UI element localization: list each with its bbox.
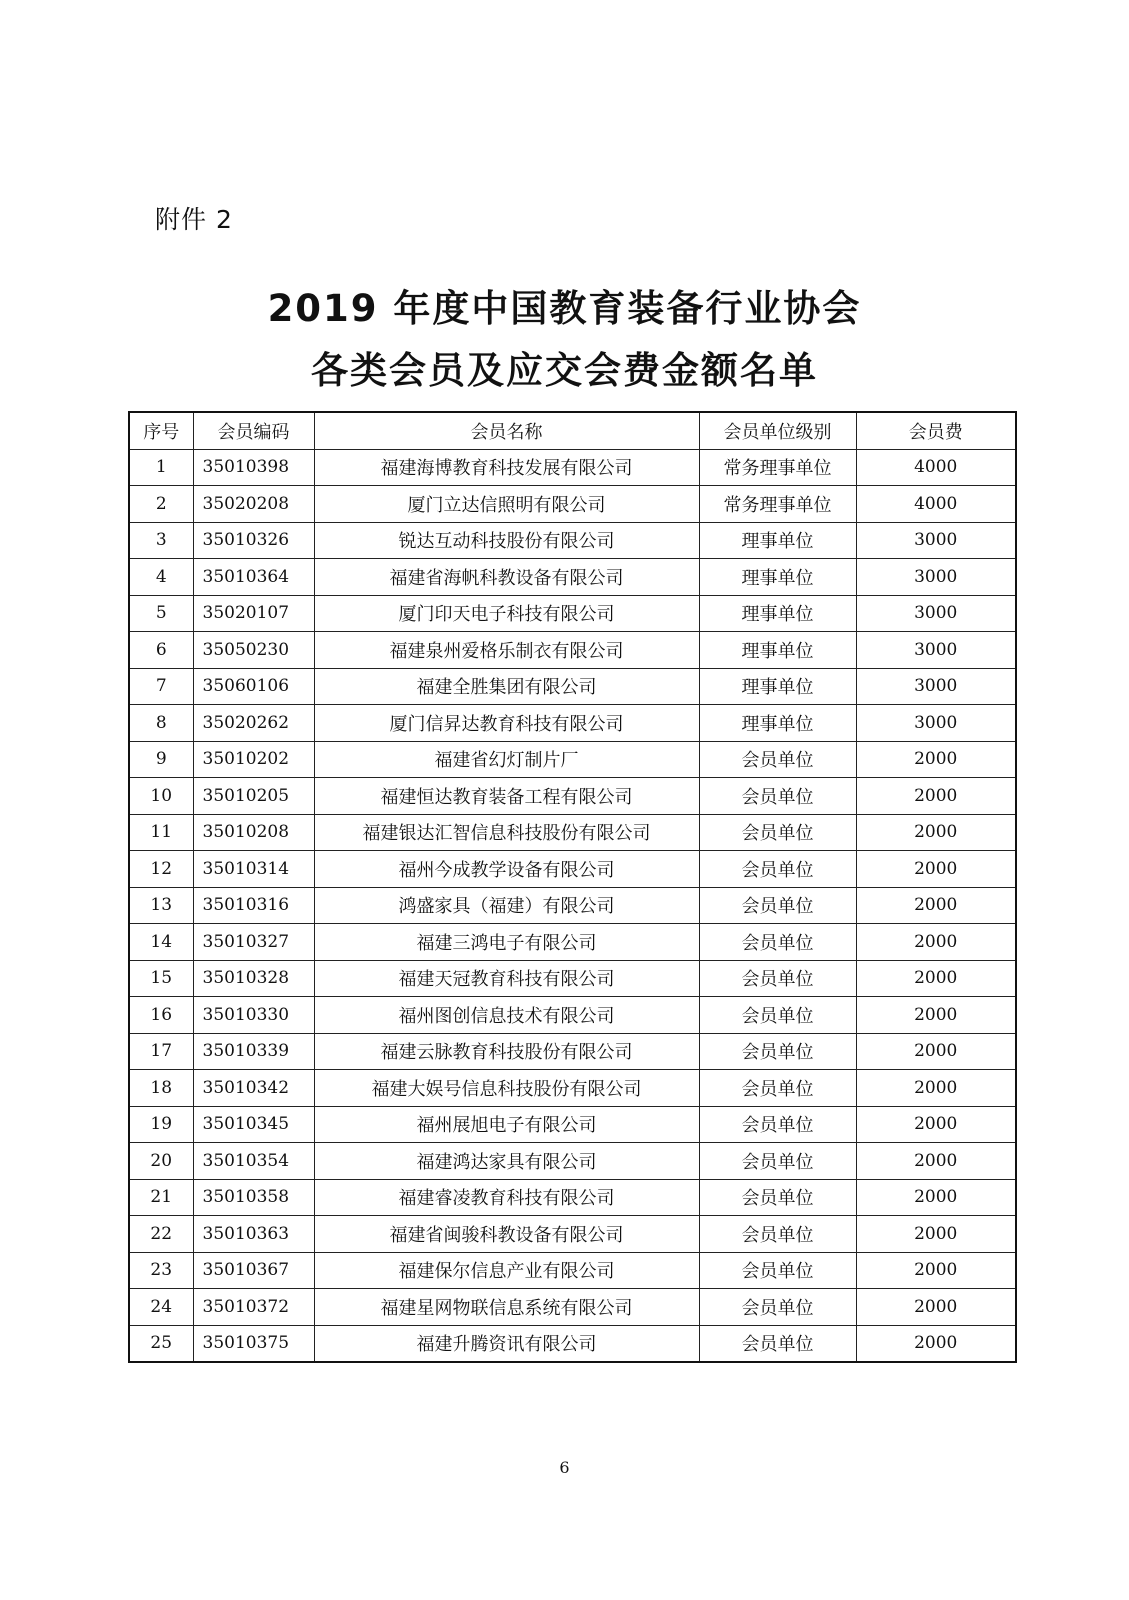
table-body — [129, 449, 1016, 1362]
cell-member-fee: 2000 — [856, 1325, 1016, 1362]
table-row — [129, 741, 1016, 778]
cell-member-fee: 2000 — [856, 1070, 1016, 1107]
cell-member-code: 35010342 — [193, 1070, 314, 1107]
table-row — [129, 595, 1016, 632]
cell-seq: 18 — [129, 1070, 193, 1107]
cell-member-code: 35010354 — [193, 1143, 314, 1180]
cell-member-level: 会员单位 — [699, 1252, 856, 1289]
table-row — [129, 559, 1016, 596]
table-row — [129, 997, 1016, 1034]
cell-member-code: 35010345 — [193, 1106, 314, 1143]
cell-member-fee: 4000 — [856, 449, 1016, 486]
cell-member-name: 福建保尔信息产业有限公司 — [314, 1252, 699, 1289]
cell-member-fee: 2000 — [856, 997, 1016, 1034]
table-header-row — [129, 412, 1016, 449]
header-member-fee: 会员费 — [856, 412, 1016, 449]
cell-member-code: 35010375 — [193, 1325, 314, 1362]
cell-member-level: 理事单位 — [699, 705, 856, 742]
table-row — [129, 851, 1016, 888]
header-member-level: 会员单位级别 — [699, 412, 856, 449]
cell-member-level: 会员单位 — [699, 1179, 856, 1216]
cell-member-name: 厦门信昇达教育科技有限公司 — [314, 705, 699, 742]
cell-member-code: 35010358 — [193, 1179, 314, 1216]
cell-member-level: 常务理事单位 — [699, 486, 856, 523]
cell-member-name: 福建三鸿电子有限公司 — [314, 924, 699, 961]
cell-member-code: 35020262 — [193, 705, 314, 742]
cell-member-level: 会员单位 — [699, 1289, 856, 1326]
cell-member-name: 福建泉州爱格乐制衣有限公司 — [314, 632, 699, 669]
cell-member-name: 福建大娱号信息科技股份有限公司 — [314, 1070, 699, 1107]
cell-seq: 16 — [129, 997, 193, 1034]
cell-member-name: 福建鸿达家具有限公司 — [314, 1143, 699, 1180]
cell-member-level: 会员单位 — [699, 997, 856, 1034]
cell-member-name: 福建天冠教育科技有限公司 — [314, 960, 699, 997]
cell-member-code: 35010363 — [193, 1216, 314, 1253]
member-fee-table — [128, 411, 1017, 1363]
cell-member-level: 会员单位 — [699, 1033, 856, 1070]
cell-seq: 2 — [129, 486, 193, 523]
table-row — [129, 1289, 1016, 1326]
cell-member-name: 福建云脉教育科技股份有限公司 — [314, 1033, 699, 1070]
cell-member-name: 福建省闽骏科教设备有限公司 — [314, 1216, 699, 1253]
cell-member-code: 35010339 — [193, 1033, 314, 1070]
cell-member-code: 35010327 — [193, 924, 314, 961]
document-title-line-1: 2019 年度中国教育装备行业协会 — [267, 287, 862, 330]
cell-member-fee: 3000 — [856, 705, 1016, 742]
cell-member-fee: 2000 — [856, 778, 1016, 815]
cell-member-name: 福建海博教育科技发展有限公司 — [314, 449, 699, 486]
cell-seq: 20 — [129, 1143, 193, 1180]
table-row — [129, 522, 1016, 559]
cell-member-level: 会员单位 — [699, 924, 856, 961]
cell-seq: 23 — [129, 1252, 193, 1289]
cell-member-name: 锐达互动科技股份有限公司 — [314, 522, 699, 559]
header-member-name: 会员名称 — [314, 412, 699, 449]
cell-seq: 25 — [129, 1325, 193, 1362]
table-row — [129, 1070, 1016, 1107]
cell-member-level: 会员单位 — [699, 1070, 856, 1107]
table-row — [129, 705, 1016, 742]
cell-member-level: 理事单位 — [699, 595, 856, 632]
table-row — [129, 449, 1016, 486]
cell-seq: 13 — [129, 887, 193, 924]
cell-member-name: 福建升腾资讯有限公司 — [314, 1325, 699, 1362]
cell-seq: 19 — [129, 1106, 193, 1143]
cell-seq: 22 — [129, 1216, 193, 1253]
cell-member-name: 福州图创信息技术有限公司 — [314, 997, 699, 1034]
cell-member-fee: 3000 — [856, 559, 1016, 596]
header-member-code: 会员编码 — [193, 412, 314, 449]
table-row — [129, 1033, 1016, 1070]
table-row — [129, 778, 1016, 815]
cell-member-name: 厦门印天电子科技有限公司 — [314, 595, 699, 632]
cell-member-level: 会员单位 — [699, 741, 856, 778]
cell-seq: 9 — [129, 741, 193, 778]
cell-member-level: 会员单位 — [699, 887, 856, 924]
cell-member-name: 福建银达汇智信息科技股份有限公司 — [314, 814, 699, 851]
cell-member-code: 35010316 — [193, 887, 314, 924]
cell-seq: 7 — [129, 668, 193, 705]
cell-member-fee: 2000 — [856, 887, 1016, 924]
cell-member-fee: 2000 — [856, 960, 1016, 997]
cell-member-level: 会员单位 — [699, 1106, 856, 1143]
cell-member-fee: 2000 — [856, 1216, 1016, 1253]
table-row — [129, 1216, 1016, 1253]
cell-member-code: 35060106 — [193, 668, 314, 705]
cell-member-code: 35010328 — [193, 960, 314, 997]
cell-member-fee: 2000 — [856, 1289, 1016, 1326]
cell-member-name: 福建睿凌教育科技有限公司 — [314, 1179, 699, 1216]
cell-member-fee: 3000 — [856, 522, 1016, 559]
cell-member-fee: 4000 — [856, 486, 1016, 523]
cell-member-fee: 2000 — [856, 1252, 1016, 1289]
cell-member-code: 35010330 — [193, 997, 314, 1034]
cell-member-name: 厦门立达信照明有限公司 — [314, 486, 699, 523]
cell-seq: 3 — [129, 522, 193, 559]
cell-member-fee: 3000 — [856, 595, 1016, 632]
cell-seq: 4 — [129, 559, 193, 596]
cell-member-level: 会员单位 — [699, 1216, 856, 1253]
table-row — [129, 814, 1016, 851]
cell-member-code: 35010205 — [193, 778, 314, 815]
cell-seq: 12 — [129, 851, 193, 888]
page-number: 6 — [559, 1458, 570, 1477]
table-row — [129, 924, 1016, 961]
attachment-label: 附件 2 — [155, 205, 233, 234]
cell-seq: 10 — [129, 778, 193, 815]
cell-member-name: 福建省海帆科教设备有限公司 — [314, 559, 699, 596]
cell-member-code: 35010398 — [193, 449, 314, 486]
cell-seq: 5 — [129, 595, 193, 632]
cell-member-level: 会员单位 — [699, 960, 856, 997]
cell-member-level: 会员单位 — [699, 851, 856, 888]
cell-member-code: 35010367 — [193, 1252, 314, 1289]
cell-member-level: 常务理事单位 — [699, 449, 856, 486]
cell-seq: 6 — [129, 632, 193, 669]
cell-member-name: 鸿盛家具（福建）有限公司 — [314, 887, 699, 924]
cell-seq: 21 — [129, 1179, 193, 1216]
cell-member-fee: 2000 — [856, 1143, 1016, 1180]
table-row — [129, 1106, 1016, 1143]
cell-member-fee: 3000 — [856, 668, 1016, 705]
cell-member-name: 福建恒达教育装备工程有限公司 — [314, 778, 699, 815]
cell-seq: 15 — [129, 960, 193, 997]
cell-member-fee: 2000 — [856, 924, 1016, 961]
cell-member-level: 理事单位 — [699, 632, 856, 669]
cell-member-level: 会员单位 — [699, 814, 856, 851]
cell-member-code: 35020107 — [193, 595, 314, 632]
cell-member-code: 35010372 — [193, 1289, 314, 1326]
cell-member-fee: 2000 — [856, 1033, 1016, 1070]
table-row — [129, 632, 1016, 669]
cell-seq: 1 — [129, 449, 193, 486]
table-row — [129, 486, 1016, 523]
cell-member-level: 理事单位 — [699, 522, 856, 559]
cell-member-level: 会员单位 — [699, 778, 856, 815]
table-row — [129, 960, 1016, 997]
cell-member-name: 福建星网物联信息系统有限公司 — [314, 1289, 699, 1326]
cell-member-name: 福州今成教学设备有限公司 — [314, 851, 699, 888]
cell-member-code: 35010364 — [193, 559, 314, 596]
cell-member-fee: 3000 — [856, 632, 1016, 669]
table-row — [129, 1143, 1016, 1180]
table-row — [129, 887, 1016, 924]
header-seq: 序号 — [129, 412, 193, 449]
cell-member-code: 35020208 — [193, 486, 314, 523]
cell-member-level: 会员单位 — [699, 1325, 856, 1362]
cell-seq: 8 — [129, 705, 193, 742]
cell-member-fee: 2000 — [856, 814, 1016, 851]
cell-member-fee: 2000 — [856, 1106, 1016, 1143]
cell-member-name: 福建省幻灯制片厂 — [314, 741, 699, 778]
cell-member-fee: 2000 — [856, 851, 1016, 888]
table-row — [129, 1252, 1016, 1289]
cell-member-code: 35010326 — [193, 522, 314, 559]
cell-member-fee: 2000 — [856, 1179, 1016, 1216]
table-row — [129, 668, 1016, 705]
cell-seq: 11 — [129, 814, 193, 851]
cell-seq: 24 — [129, 1289, 193, 1326]
cell-seq: 14 — [129, 924, 193, 961]
table-row — [129, 1179, 1016, 1216]
document-title-line-2: 各类会员及应交会费金额名单 — [311, 349, 818, 392]
cell-member-level: 理事单位 — [699, 559, 856, 596]
cell-member-name: 福建全胜集团有限公司 — [314, 668, 699, 705]
cell-member-code: 35010314 — [193, 851, 314, 888]
cell-member-fee: 2000 — [856, 741, 1016, 778]
cell-member-level: 理事单位 — [699, 668, 856, 705]
cell-member-code: 35050230 — [193, 632, 314, 669]
cell-member-code: 35010208 — [193, 814, 314, 851]
table-row — [129, 1325, 1016, 1362]
cell-member-level: 会员单位 — [699, 1143, 856, 1180]
cell-member-code: 35010202 — [193, 741, 314, 778]
cell-seq: 17 — [129, 1033, 193, 1070]
cell-member-name: 福州展旭电子有限公司 — [314, 1106, 699, 1143]
